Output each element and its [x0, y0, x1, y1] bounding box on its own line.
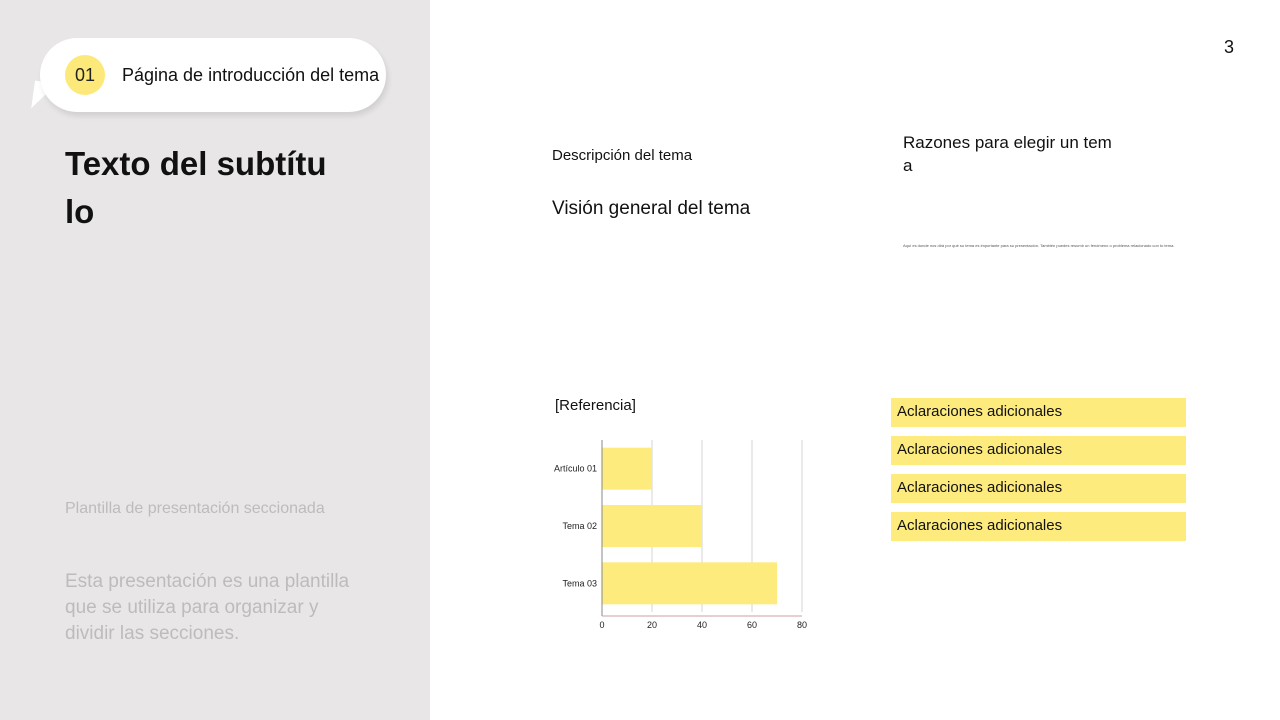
- reference-label: [Referencia]: [555, 397, 636, 414]
- description-heading: Descripción del tema: [552, 147, 693, 164]
- note-item-3: Aclaraciones adicionales: [891, 474, 1186, 503]
- category-label-2: Tema 02: [562, 521, 597, 531]
- bar-2: [602, 505, 702, 547]
- note-item-2: Aclaraciones adicionales: [891, 436, 1186, 465]
- left-panel: [0, 0, 430, 720]
- notes-list: [891, 398, 1186, 550]
- note-item-4: Aclaraciones adicionales: [891, 512, 1186, 541]
- bar-chart-svg: [548, 432, 818, 632]
- subtitle-text: Texto del subtítulo: [65, 145, 327, 230]
- x-tick-label-1: 20: [646, 620, 658, 630]
- x-tick-label-3: 60: [746, 620, 758, 630]
- overview-text: Visión general del tema: [552, 198, 751, 219]
- x-tick-label-2: 40: [696, 620, 708, 630]
- x-tick-label-0: 0: [599, 620, 605, 630]
- reasons-heading: Razones para elegir un tema: [903, 133, 1112, 175]
- reasons-body: Aquí es donde nos dirá por qué su tema es importante para su presentación. También puedes resumir un fenómeno o problema relacionado con tu tema.: [903, 243, 1175, 248]
- template-name: Plantilla de presentación seccionada: [65, 500, 325, 517]
- section-bubble: [40, 38, 386, 112]
- template-description: Esta presentación es una plantilla que se utiliza para organizar y dividir las secciones.: [65, 571, 350, 644]
- section-title: Página de introducción del tema: [122, 65, 380, 85]
- category-label-3: Tema 03: [562, 578, 597, 589]
- bar-1: [602, 448, 652, 490]
- section-number-badge: 01: [65, 55, 105, 95]
- x-tick-label-4: 80: [796, 620, 808, 630]
- category-label-1: Artículo 01: [553, 463, 597, 474]
- bar-chart: [548, 432, 818, 637]
- note-item-1: Aclaraciones adicionales: [891, 398, 1186, 427]
- page-number: 3: [1224, 37, 1235, 57]
- bar-3: [602, 562, 777, 604]
